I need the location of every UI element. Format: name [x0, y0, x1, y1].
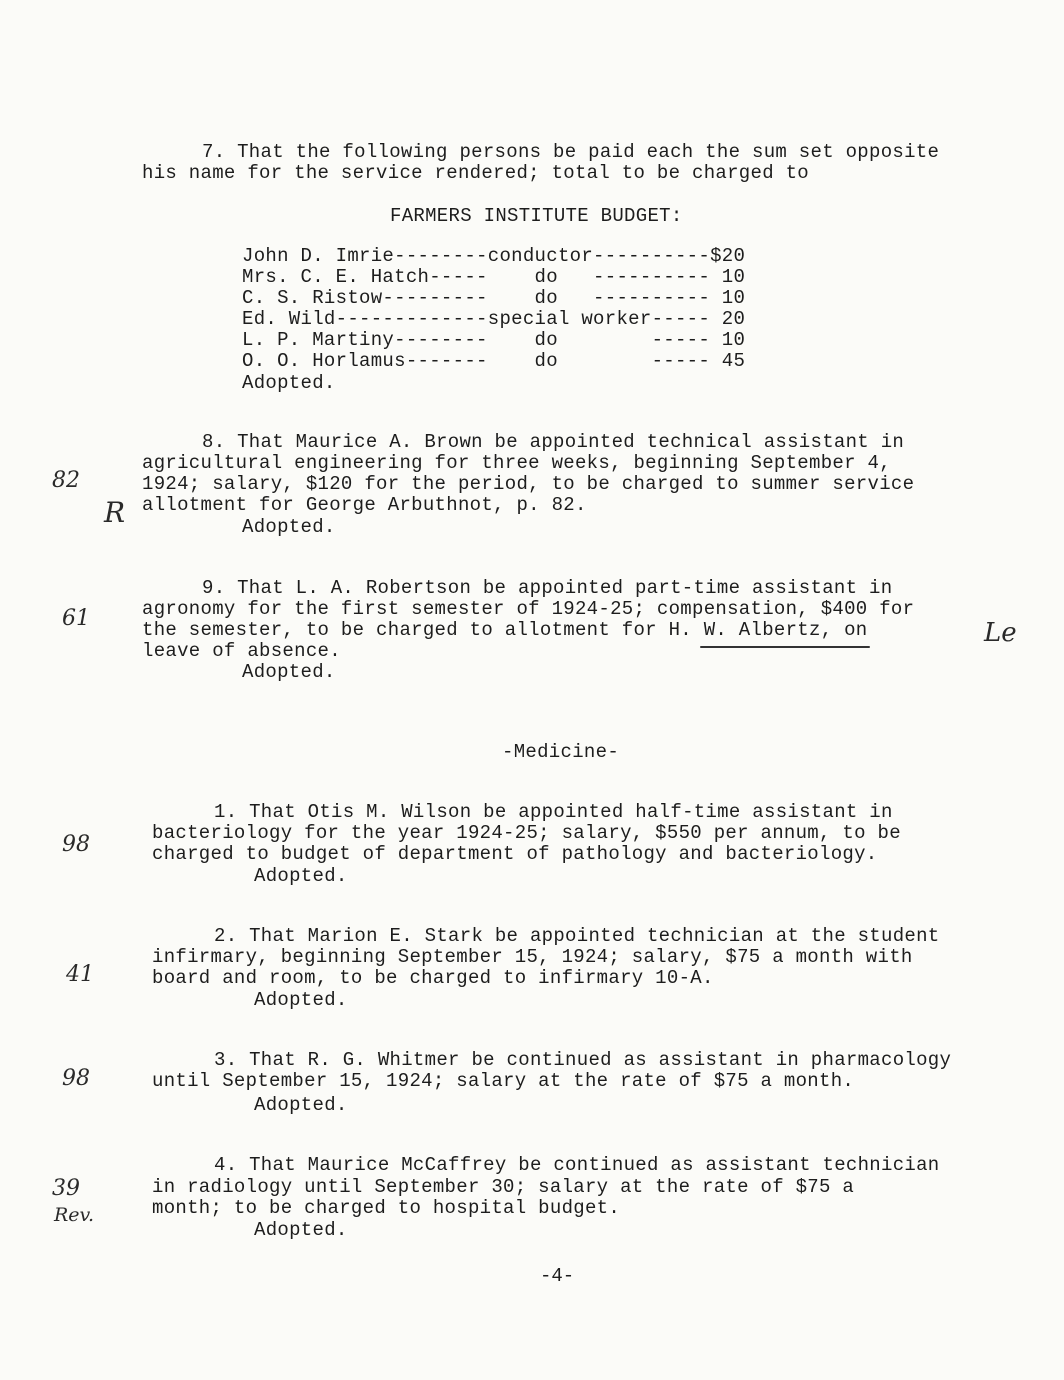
adopted-label: Adopted. — [254, 865, 348, 887]
item-8-line-3: 1924; salary, $120 for the period, to be charged to summer service — [142, 473, 915, 495]
item-7-line-2: his name for the service rendered; total to be charged to — [142, 162, 810, 184]
item-9-line-3: the semester, to be charged to allotment for H. W. Albertz, on — [142, 619, 868, 641]
medicine-item-4-line-1: 4. That Maurice McCaffrey be continued as assistant technician — [214, 1154, 940, 1176]
item-8-line-2: agricultural engineering for three weeks, beginning September 4, — [142, 452, 891, 474]
medicine-item-4-line-2: in radiology until September 30; salary at the rate of $75 a — [152, 1176, 855, 1198]
handwritten-underline — [700, 646, 870, 648]
medicine-item-1-line-1: 1. That Otis M. Wilson be appointed half-time assistant in — [214, 801, 893, 823]
medicine-item-2-line-1: 2. That Marion E. Stark be appointed technician at the student — [214, 925, 940, 947]
item-9-line-4: leave of absence. — [142, 640, 341, 662]
medicine-item-3-line-1: 3. That R. G. Whitmer be continued as assistant in pharmacology — [214, 1049, 952, 1071]
margin-note: 98 — [62, 832, 90, 857]
margin-note-mark: R — [104, 496, 126, 529]
item-8-line-1: 8. That Maurice A. Brown be appointed technical assistant in — [202, 431, 905, 453]
margin-note: 82 — [52, 468, 80, 493]
margin-note: Rev. — [54, 1204, 95, 1226]
payment-row: L. P. Martiny-------- do ----- 10 — [242, 329, 746, 351]
item-7-line-1: 7. That the following persons be paid each the sum set opposite — [202, 141, 940, 163]
item-9-line-1: 9. That L. A. Robertson be appointed part-time assistant in — [202, 577, 893, 599]
budget-title: FARMERS INSTITUTE BUDGET: — [390, 205, 683, 227]
adopted-label: Adopted. — [254, 1219, 348, 1241]
margin-note: 98 — [62, 1066, 90, 1091]
medicine-item-1-line-2: bacteriology for the year 1924-25; salary, $550 per annum, to be — [152, 822, 901, 844]
payment-row: John D. Imrie--------conductor----------$20 — [242, 245, 746, 267]
adopted-label: Adopted. — [242, 661, 336, 683]
adopted-label: Adopted. — [254, 1094, 348, 1116]
section-heading-medicine: -Medicine- — [502, 741, 620, 763]
margin-note: 41 — [66, 962, 94, 987]
margin-note: 39 — [52, 1176, 80, 1201]
payment-row: C. S. Ristow--------- do ---------- 10 — [242, 287, 746, 309]
medicine-item-3-line-2: until September 15, 1924; salary at the rate of $75 a month. — [152, 1070, 855, 1092]
medicine-item-4-line-3: month; to be charged to hospital budget. — [152, 1197, 621, 1219]
item-9-line-2: agronomy for the first semester of 1924-25; compensation, $400 for — [142, 598, 915, 620]
medicine-item-2-line-2: infirmary, beginning September 15, 1924; salary, $75 a month with — [152, 946, 913, 968]
payment-row: O. O. Horlamus------- do ----- 45 — [242, 350, 746, 372]
medicine-item-2-line-3: board and room, to be charged to infirmary 10-A. — [152, 967, 714, 989]
adopted-label: Adopted. — [242, 372, 336, 394]
margin-note: 61 — [62, 606, 90, 631]
payment-row: Ed. Wild-------------special worker----- 20 — [242, 308, 746, 330]
medicine-item-1-line-3: charged to budget of department of pathology and bacteriology. — [152, 843, 878, 865]
payment-row: Mrs. C. E. Hatch----- do ---------- 10 — [242, 266, 746, 288]
adopted-label: Adopted. — [242, 516, 336, 538]
item-8-line-4: allotment for George Arbuthnot, p. 82. — [142, 494, 587, 516]
margin-note: Le — [984, 618, 1017, 648]
adopted-label: Adopted. — [254, 989, 348, 1011]
page-number: -4- — [540, 1265, 575, 1287]
